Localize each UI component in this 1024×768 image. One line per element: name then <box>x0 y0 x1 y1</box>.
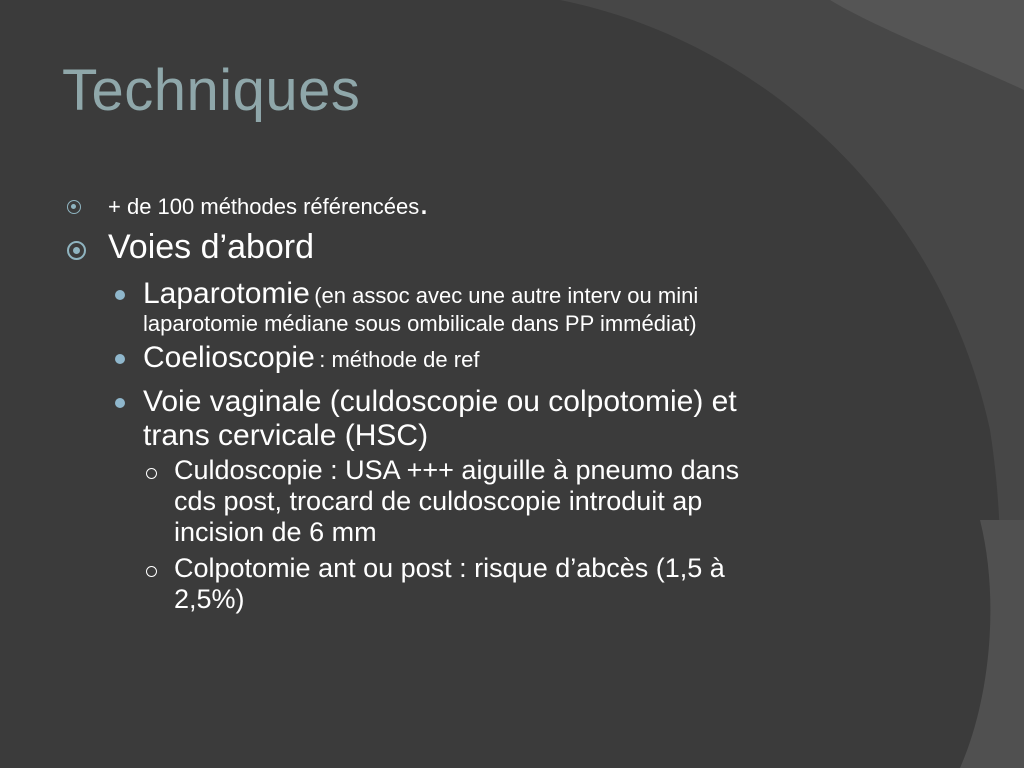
ring-bullet-icon <box>146 468 157 479</box>
laparotomie-note: (en assoc avec une autre interv ou mini <box>314 283 699 308</box>
ring-bullet-icon <box>146 566 157 577</box>
sub-bullet-coelioscopie <box>143 341 479 374</box>
dot-bullet-icon <box>115 398 125 408</box>
sub-sub-bullet-culdoscopie: Culdoscopie : USA +++ aiguille à pneumo dans <box>174 455 740 485</box>
culdoscopie-line-3: incision de 6 mm <box>174 517 377 547</box>
dot-bullet-icon <box>115 354 125 364</box>
bullet-voies-abord: Voies d’abord <box>108 228 315 266</box>
coelioscopie-note: : méthode de ref <box>319 347 480 372</box>
bullet-methods-text: + de 100 méthodes référencées <box>108 194 420 219</box>
colpotomie-line-2: 2,5%) <box>174 584 245 614</box>
sub-bullet-voie-vaginale: Voie vaginale (culdoscopie ou colpotomie) et <box>143 385 737 418</box>
laparotomie-note-continued: laparotomie médiane sous ombilicale dans PP immédiat) <box>143 311 697 336</box>
dot-bullet-icon <box>115 290 125 300</box>
target-bullet-icon <box>67 241 86 260</box>
laparotomie-label: Laparotomie <box>143 277 310 310</box>
culdoscopie-line-2: cds post, trocard de culdoscopie introduit ap <box>174 486 703 516</box>
bullet-methods-period: . <box>419 184 429 222</box>
target-bullet-icon <box>67 200 81 214</box>
voie-vaginale-continued: trans cervicale (HSC) <box>143 419 429 452</box>
sub-bullet-laparotomie <box>143 277 698 310</box>
sub-sub-bullet-colpotomie: Colpotomie ant ou post : risque d’abcès (1,5 à <box>174 553 725 583</box>
coelioscopie-label: Coelioscopie <box>143 341 315 374</box>
bullet-methods <box>108 184 429 222</box>
slide-title: Techniques <box>62 58 361 123</box>
